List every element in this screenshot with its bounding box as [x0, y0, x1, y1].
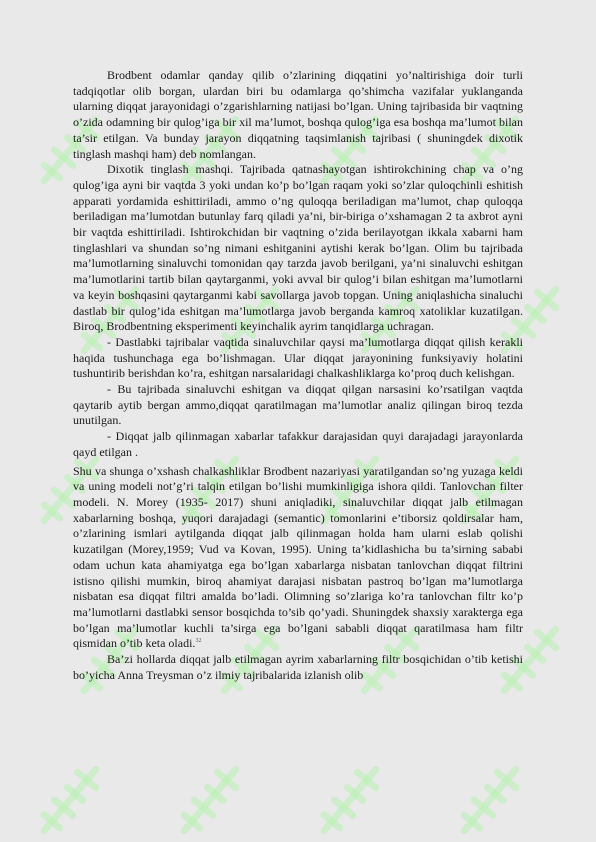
paragraph-2: Dixotik tinglash mashqi. Tajribada qatnashayotgan ishtirokchining chap va o’ng qulog’iga ayni bir vaqtda 3 yoki undan ko’p bo’lgan raqam yoki so’zlar quloqchinli eshitish apparati yordamida eshittiriladi, ammo o’ng quloqqa beriladigan ma’lumot, chap quloqqa beriladigan ma’lumotdan butunlay farq qiladi ya’ni, bir-biriga o’xshamagan 2 ta axbrot ayni bir vaqtda eshittiriladi. Ishtirokchidan bir vaqtning o’zida berilayotgan ikkala xabarni ham tinglashlari va shundan so’ng nimani eshitganini aytishi kerak bo’lgan. Olim bu tajribada ma’lumotlarning sinaluvchi tomonidan qay tarzda javob berilgani, ya’ni sinaluvchi eshitgan ma’lumotlarini tartib bilan qaytarganmi, yoki avval bir qulog’i bilan eshitgan ma’lumotlarni va keyin boshqasini qaytarganmi kabi savollarga javob topgan. Uning aniqlashicha sinaluchi dastlab bir qulog’ida eshitgan ma’lumotlarga javob berganda kamroq xatoliklar kuzatilgan. Biroq, Brodbentning eksperimenti keyinchalik ayrim tanqidlarga uchragan.: [73, 162, 523, 334]
paragraph-4: Ba’zi hollarda diqqat jalb etilmagan ayrim xabarlarning filtr bosqichidan o’tib ketishi bo’yicha Anna Treysman o’z ilmiy tajribalarida izlanish olib: [73, 652, 523, 682]
watermark-mark: [455, 762, 525, 839]
footnote-reference[interactable]: 32: [195, 638, 202, 645]
bullet-2: - Bu tajribada sinaluvchi eshitgan va diqqat qilgan narsasini ko’rsatilgan vaqtda qaytarib aytib bergan ammo,diqqat qaratilmagan ma’lumotlar analiz qilingan biroq tezda unutilgan.: [73, 382, 523, 428]
watermark-mark: [175, 762, 245, 839]
bullet-3: - Diqqat jalb qilinmagan xabarlar tafakkur darajasidan quyi darajadagi jarayonlarda qayd etilgan .: [73, 429, 523, 459]
bullet-1: - Dastlabki tajribalar vaqtida sinaluvchilar qaysi ma’lumotlarga diqqat qilish kerakli haqida tushunchaga ega bo’lishmagan. Ular diqqat jarayonining funksiyaviy holatini tushuntirib berishdan ko’ra, eshitgan narsalaridagi chalkashliklarga ko’proq duch kelishgan.: [73, 334, 523, 381]
watermark-mark: [35, 762, 105, 839]
watermark-mark: [315, 762, 385, 839]
body-text: [73, 68, 523, 683]
paragraph-1: Brodbent odamlar qanday qilib o’zlarining diqqatini yo’naltirishiga doir turli tadqiqotlar olib borgan, ulardan biri bu odamlarga qo’shimcha vazifalar yuklanganda ularning diqqat jarayonidagi o’zgarishlarning natijasi bo’lgan. Uning tajribasida bir vaqtning o’zida odamning bir qulog’iga bir xil ma’lumot, boshqa qulog’iga esa boshqa ma’lumot bilan ta’sir etilgan. Va bunday jarayon diqqatning taqsimlanish tajribasi ( shuningdek dixotik tinglash mashqi ham) deb nomlangan.: [73, 68, 523, 161]
paragraph-3-text: Shu va shunga o’xshash chalkashliklar Brodbent nazariyasi yaratilgandan so’ng yuzaga keldi va uning modeli not’g’ri talqin etilgan bo’lishi mumkinligiga ishora qildi. Tanlovchan filter modeli. N. Morey (1935- 2017) shuni aniqladiki, sinaluvchilar diqqat jalb etilmagan xabarlarning boshqa, yuqori darajadagi (semantic) tomonlarini e’tiborsiz qoldirsalar ham, o’zlarining ismlari aytilganda diqqat jalb qilinmagan holda ham ularni eslab qolishi kuzatilgan (Morey,1959; Vud va Kovan, 1995). Uning ta’kidlashicha bu ta’sirning sababi odam uchun kata ahamiyatga ega bo’lgan xabarlarga nisbatan tanlovchan diqqat filtrini istisno qilishi mumkin, biroq ahamiyat darajasi nisbatan pastroq bo’lgan ma’lumotlarga nisbatan esa diqqat filtri amalda bo’ladi. Olimning so’zlariga ko’ra tanlovchan filtr ko’p ma’lumotlarni dastlabki sensor bosqichda to’sib qo’yadi. Shuningdek shaxsiy xarakterga ega bo’lgan ma’lumotlar kuchli ta’sirga ega bo’lgani sababli diqqat qaratilmasa ham filtr qismidan o’tib keta oladi.: [73, 463, 523, 651]
paragraph-3: [73, 464, 523, 652]
